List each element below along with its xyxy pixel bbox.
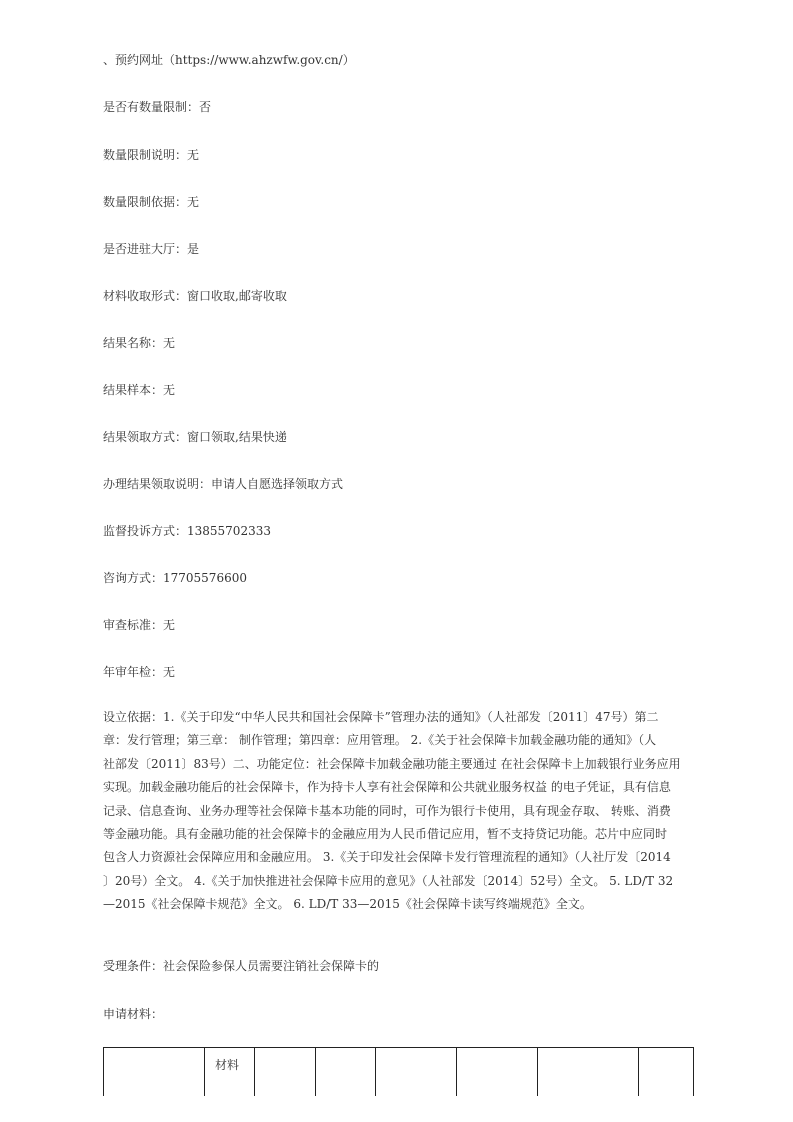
table-cell [457, 1048, 538, 1097]
basis-paragraph [103, 706, 681, 917]
result-delivery-line: 结果领取方式：窗口领取,结果快递 [103, 430, 287, 444]
complaint-line: 监督投诉方式：13855702333 [103, 524, 271, 538]
acceptance-line: 受理条件：社会保险参保人员需要注销社会保障卡的 [103, 959, 380, 973]
quantity-limit-desc-line: 数量限制说明：无 [103, 148, 200, 162]
quantity-limit-basis-line: 数量限制依据：无 [103, 195, 200, 209]
table-cell: 材料 [205, 1048, 255, 1097]
enter-hall-line: 是否进驻大厅：是 [103, 242, 200, 256]
review-standard-line: 审查标准：无 [103, 618, 176, 632]
basis-line: 章：发行管理；第三章： 制作管理；第四章：应用管理。 2.《关于社会保障卡加载金融功能的通知》（人 [103, 733, 657, 748]
material-collection-line: 材料收取形式：窗口收取,邮寄收取 [103, 289, 287, 303]
basis-line: 记录、信息查询、业务办理等社会保障卡基本功能的同时，可作为银行卡使用，具有现金存取、 转账、消费 [103, 803, 671, 818]
booking-url-line: 、预约网址（https://www.ahzwfw.gov.cn/） [103, 53, 355, 67]
result-sample-line: 结果样本：无 [103, 383, 176, 397]
table-cell [316, 1048, 376, 1097]
materials-title: 申请材料： [103, 1007, 164, 1021]
table-cell [255, 1048, 316, 1097]
annual-review-line: 年审年检：无 [103, 665, 176, 679]
table-cell [639, 1048, 694, 1097]
basis-line: 设立依据：1.《关于印发“中华人民共和国社会保障卡”管理办法的通知》（人社部发〔2011〕47号）第二 [103, 710, 659, 724]
basis-line: 包含人力资源社会保障应用和金融应用。 3.《关于印发社会保障卡发行管理流程的通知》（人社厅发〔2014 [103, 850, 671, 865]
quantity-limit-line: 是否有数量限制：否 [103, 100, 212, 114]
table-cell [104, 1048, 205, 1097]
basis-line: 实现。加载金融功能后的社会保障卡，作为持卡人享有社会保障和公共就业服务权益 的电子凭证，具有信息 [103, 780, 671, 795]
table-cell [376, 1048, 457, 1097]
basis-line: 社部发〔2011〕83号）二、功能定位：社会保障卡加载金融功能主要通过 在社会保障卡上加载银行业务应用 [103, 756, 681, 771]
table-cell [538, 1048, 639, 1097]
table-row [104, 1048, 694, 1097]
consult-line: 咨询方式：17705576600 [103, 571, 247, 585]
basis-line: 等金融功能。具有金融功能的社会保障卡的金融应用为人民币借记应用，暂不支持贷记功能。芯片中应同时 [103, 827, 668, 842]
materials-table [103, 1047, 694, 1096]
basis-line: 〕20号）全文。 4.《关于加快推进社会保障卡应用的意见》（人社部发〔2014〕52号）全文。 5. LD/T 32 [103, 873, 674, 888]
result-name-line: 结果名称：无 [103, 336, 176, 350]
result-delivery-note-line: 办理结果领取说明：申请人自愿选择领取方式 [103, 477, 344, 491]
basis-line: —2015《社会保障卡规范》全文。 6. LD/T 33—2015《社会保障卡读写终端规范》全文。 [103, 897, 592, 912]
